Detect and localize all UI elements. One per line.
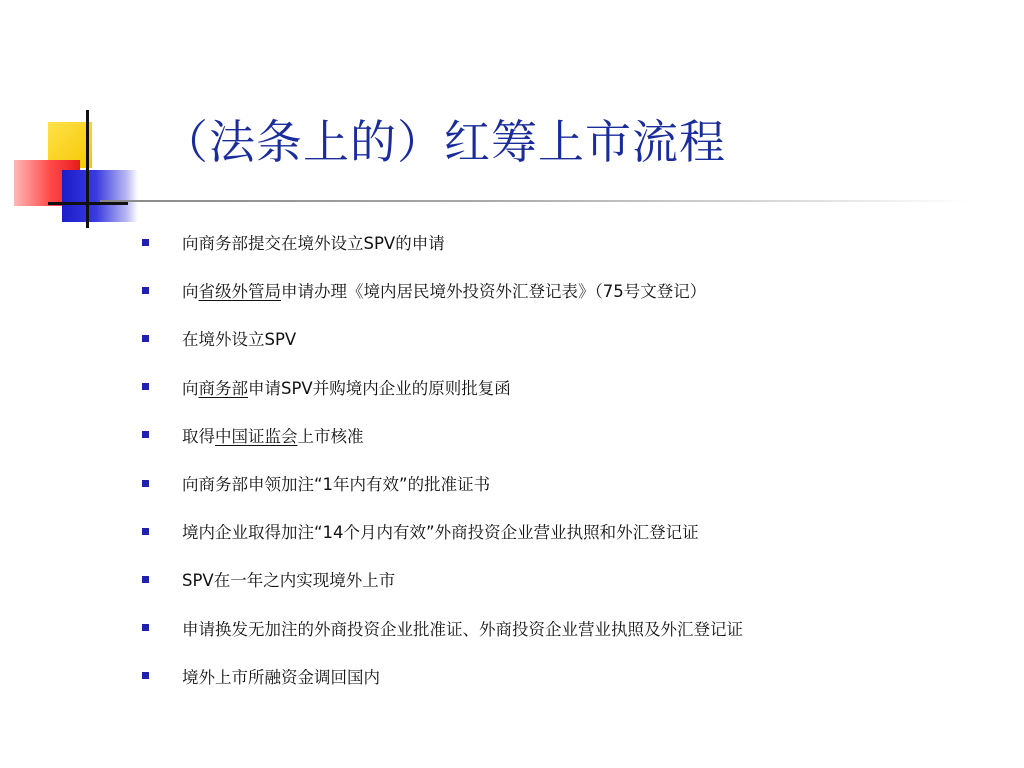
bullet-text-segment: 向	[182, 378, 199, 398]
bullet-text-segment: 申请办理《境内居民境外投资外汇登记表》（75号文登记）	[281, 282, 707, 302]
square-bullet-icon	[142, 239, 149, 246]
bullet-text-segment: 向商务部申领加注“1年内有效”的批准证书	[182, 475, 491, 495]
decorative-logo	[0, 100, 160, 240]
bullet-text-segment: 在境外设立SPV	[182, 330, 297, 350]
bullet-text-segment: 上市核准	[297, 426, 364, 446]
bullet-text-underlined: 中国证监会	[215, 426, 298, 446]
bullet-text-segment: 申请换发无加注的外商投资企业批准证、外商投资企业营业执照及外汇登记证	[182, 619, 743, 639]
vertical-divider-line	[86, 110, 89, 228]
bullet-item	[142, 218, 1002, 266]
bullet-text-underlined: 商务部	[198, 378, 248, 398]
bullet-text-segment: 境内企业取得加注“14个月内有效”外商投资企业营业执照和外汇登记证	[182, 523, 699, 543]
bullet-text	[182, 471, 490, 495]
bullet-text-segment: 向商务部提交在境外设立SPV的申请	[182, 234, 445, 254]
square-bullet-icon	[142, 528, 149, 535]
bullet-text-segment: 取得	[182, 426, 215, 446]
bullet-text-segment: 向	[182, 282, 199, 302]
bullet-item	[142, 555, 1002, 603]
blue-gradient-block	[62, 170, 138, 222]
bullet-text-segment: SPV在一年之内实现境外上市	[182, 571, 396, 591]
bullet-text-segment: 境外上市所融资金调回国内	[182, 667, 380, 687]
bullet-text	[182, 664, 380, 688]
bullet-item	[142, 459, 1002, 507]
bullet-text	[182, 326, 296, 350]
square-bullet-icon	[142, 672, 149, 679]
square-bullet-icon	[142, 576, 149, 583]
slide-title: （法条上的）红筹上市流程	[162, 115, 726, 169]
bullet-item	[142, 266, 1002, 314]
bullet-list	[142, 218, 1002, 700]
bullet-text	[182, 423, 364, 447]
square-bullet-icon	[142, 624, 149, 631]
bullet-text	[182, 616, 743, 640]
square-bullet-icon	[142, 287, 149, 294]
bullet-item	[142, 604, 1002, 652]
bullet-text	[182, 567, 395, 591]
bullet-text	[182, 278, 706, 302]
square-bullet-icon	[142, 335, 149, 342]
bullet-item	[142, 652, 1002, 700]
bullet-text-segment: 申请SPV并购境内企业的原则批复函	[248, 378, 511, 398]
square-bullet-icon	[142, 383, 149, 390]
bullet-text	[182, 375, 511, 399]
bullet-item	[142, 507, 1002, 555]
square-bullet-icon	[142, 480, 149, 487]
bullet-item	[142, 411, 1002, 459]
title-underline-rule	[100, 200, 970, 202]
horizontal-divider-line	[48, 202, 128, 205]
bullet-item	[142, 314, 1002, 362]
square-bullet-icon	[142, 431, 149, 438]
bullet-text-underlined: 省级外管局	[198, 282, 281, 302]
bullet-item	[142, 363, 1002, 411]
bullet-text	[182, 230, 445, 254]
bullet-text	[182, 519, 699, 543]
